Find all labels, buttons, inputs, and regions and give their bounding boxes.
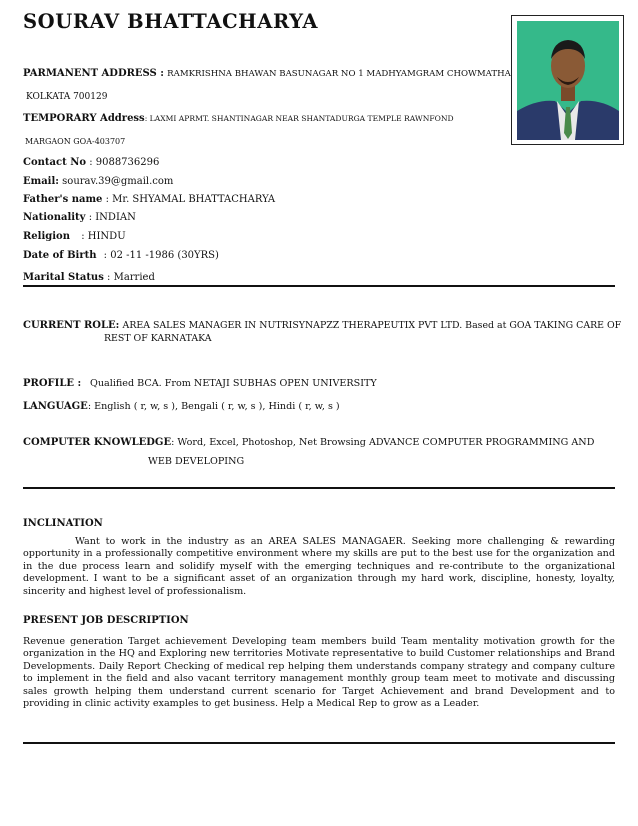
religion-value: : HINDU	[81, 231, 126, 242]
section-divider	[23, 487, 615, 489]
email-value[interactable]: sourav.39@gmail.com	[62, 176, 174, 187]
job-description-heading: PRESENT JOB DESCRIPTION	[23, 615, 189, 626]
language-label: LANGUAGE	[23, 401, 88, 412]
religion-label: Religion	[23, 231, 71, 242]
profile-value: Qualified BCA. From NETAJI SUBHAS OPEN UNIVERSITY	[90, 378, 377, 389]
language-value: : English ( r, w, s ), Bengali ( r, w, s ), Hindi ( r, w, s )	[87, 401, 340, 412]
temporary-address-value: : LAXMI APRMT. SHANTINAGAR NEAR SHANTADURGA TEMPLE RAWNFOND	[144, 114, 454, 123]
job-description-text: Revenue generation Target achievement Developing team members build Team mentality motivation growth for the organization in the HQ and Exploring new territories Motivate representative to build Customer relationships and Brand Developments. Daily Report Checking of medical rep helping them understands company strategy and company culture to implement in the field and also vacant territory management monthly group team meet to motivate and discussing sales growth helping them understand current scenario for Target Achievement and brand Development and to providing in clinic activity examples to get business. Help a Medical Rep to grow as a Leader.	[23, 636, 615, 710]
permanent-address-city: KOLKATA 700129	[26, 92, 108, 102]
inclination-text: Want to work in the industry as an AREA SALES MANAGAER. Seeking more challenging & rewarding opportunity in a professionally competitive environment where my skills are put to the best use for the organization and in the due process learn and solidify myself with the emerging techniques and re-contribute to the organizational development. I want to be a significant asset of an organization through my hard work, discipline, honesty, loyalty, sincerity and highest level of professionalism.	[23, 536, 615, 597]
temporary-address-city: MARGAON GOA-403707	[25, 137, 126, 146]
dob-label: Date of Birth	[23, 250, 97, 261]
current-role-row	[23, 320, 621, 332]
marital-row	[23, 272, 155, 284]
father-label: Father's name	[23, 194, 103, 205]
resume-name: SOURAV BHATTACHARYA	[23, 10, 319, 33]
dob-row	[23, 250, 219, 262]
current-role-value-cont: REST OF KARNATAKA	[104, 333, 212, 344]
computer-knowledge-row	[23, 437, 594, 449]
nationality-row	[23, 212, 136, 224]
email-row	[23, 176, 173, 188]
section-divider	[23, 742, 615, 744]
computer-knowledge-value: : Word, Excel, Photoshop, Net Browsing ADVANCE COMPUTER PROGRAMMING AND	[171, 437, 595, 448]
current-role-value: AREA SALES MANAGER IN NUTRISYNAPZZ THERAPEUTIX PVT LTD. Based at GOA TAKING CARE OF	[122, 320, 622, 331]
profile-photo	[511, 15, 624, 145]
current-role-label: CURRENT ROLE:	[23, 320, 120, 331]
temporary-address-label: TEMPORARY Address	[23, 113, 145, 124]
email-label: Email:	[23, 176, 59, 187]
computer-knowledge-value-cont: WEB DEVELOPING	[148, 456, 245, 467]
father-row	[23, 194, 275, 206]
language-row	[23, 401, 340, 413]
inclination-heading: INCLINATION	[23, 518, 103, 529]
permanent-address-row	[23, 68, 511, 80]
permanent-address-label: PARMANENT ADDRESS :	[23, 68, 164, 79]
person-portrait-icon	[517, 21, 619, 140]
section-divider	[23, 285, 615, 287]
contact-label: Contact No	[23, 157, 86, 168]
nationality-value: : INDIAN	[88, 212, 136, 223]
computer-knowledge-label: COMPUTER KNOWLEDGE	[23, 437, 172, 448]
nationality-label: Nationality	[23, 212, 86, 223]
contact-value: : 9088736296	[89, 157, 160, 168]
father-value: : Mr. SHYAMAL BHATTACHARYA	[105, 194, 276, 205]
profile-label: PROFILE :	[23, 378, 82, 389]
marital-label: Marital Status	[23, 272, 104, 283]
permanent-address-value: RAMKRISHNA BHAWAN BASUNAGAR NO 1 MADHYAMGRAM CHOWMATHA	[167, 69, 511, 79]
temporary-address-row	[23, 113, 454, 125]
dob-value: : 02 -11 -1986 (30YRS)	[103, 250, 219, 261]
marital-value: : Married	[107, 272, 155, 283]
religion-row	[23, 231, 126, 243]
inclination-text-block	[23, 536, 615, 598]
profile-row	[23, 378, 81, 390]
contact-row	[23, 157, 159, 169]
